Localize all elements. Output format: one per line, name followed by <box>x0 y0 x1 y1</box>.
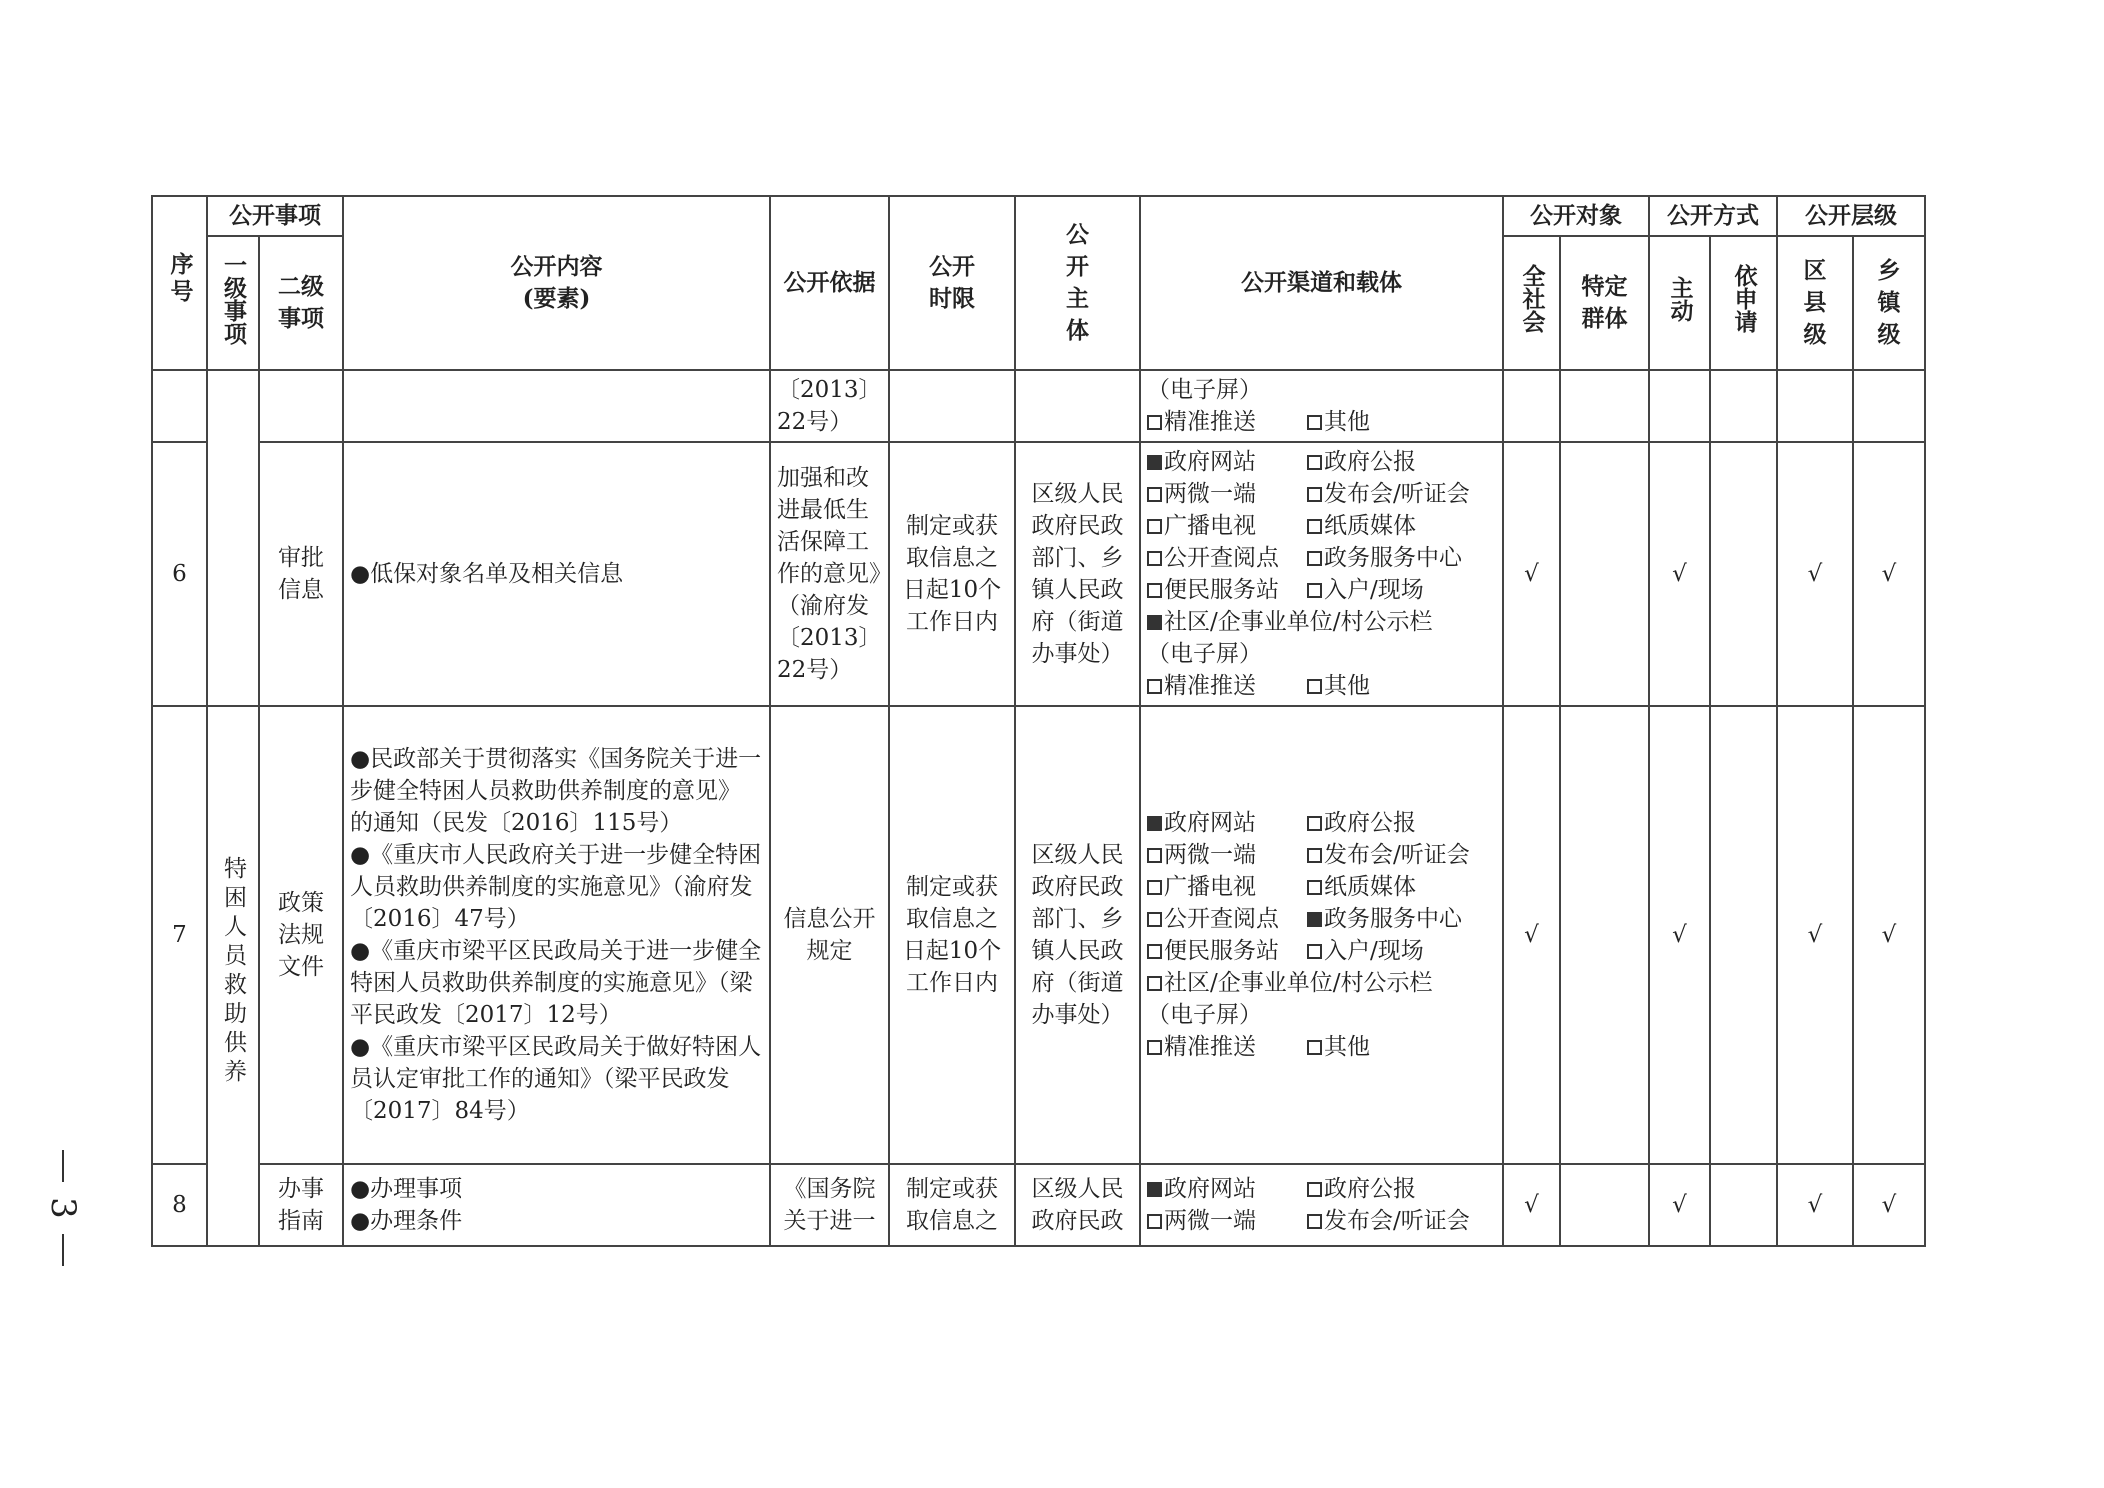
checkbox-icon <box>1147 487 1162 502</box>
checkbox-icon <box>1147 976 1162 991</box>
header-basis: 公开依据 <box>770 196 889 370</box>
channel-item: 政府网站 <box>1147 807 1307 839</box>
header-seq: 序号 <box>152 196 207 370</box>
content-line: ●民政部关于贯彻落实《国务院关于进一步健全特困人员救助供养制度的意见》的通知（民发〔2016〕115号） <box>350 746 762 836</box>
check-cell: √ <box>1649 706 1710 1164</box>
l1-cell: 特困人员救助供养 <box>207 706 259 1246</box>
header-level-town: 乡镇级 <box>1853 236 1925 370</box>
channel-item: 政府网站 <box>1147 1173 1307 1205</box>
subject-cell: 区级人民政府民政部门、乡镇人民政府（街道办事处） <box>1015 706 1140 1164</box>
header-method-apply: 依申请 <box>1710 236 1777 370</box>
channel-screen: （电子屏） <box>1147 641 1262 667</box>
checkbox-icon <box>1147 944 1162 959</box>
table-row <box>152 1164 1925 1246</box>
channel-item: 广播电视 <box>1147 510 1307 542</box>
header-target-all: 全社会 <box>1503 236 1560 370</box>
seq-cell: 7 <box>152 706 207 1164</box>
content-cell <box>343 370 770 442</box>
checkbox-icon <box>1307 415 1322 430</box>
header-subject: 公开主体 <box>1015 196 1140 370</box>
check-cell: √ <box>1853 1164 1925 1246</box>
checkbox-icon <box>1147 615 1162 630</box>
channel-screen: （电子屏） <box>1147 377 1262 403</box>
channel-item: 其他 <box>1307 1031 1467 1063</box>
basis-cell: 《国务院关于进一 <box>770 1164 889 1246</box>
seq-cell: 8 <box>152 1164 207 1246</box>
checkbox-icon <box>1147 1040 1162 1055</box>
channel-item: 纸质媒体 <box>1307 510 1467 542</box>
header-content: 公开内容 (要素) <box>343 196 770 370</box>
disclosure-table <box>151 195 1926 1247</box>
table-row <box>152 370 1925 442</box>
channels-cell <box>1140 442 1503 706</box>
channel-item: 纸质媒体 <box>1307 871 1467 903</box>
channel-item: 公开查阅点 <box>1147 542 1307 574</box>
checkbox-icon <box>1307 912 1322 927</box>
channel-item: 发布会/听证会 <box>1307 1205 1467 1237</box>
channel-item: 精准推送 <box>1147 670 1307 702</box>
check-cell: √ <box>1853 442 1925 706</box>
channels-cell <box>1140 706 1503 1164</box>
channel-item: 便民服务站 <box>1147 574 1307 606</box>
channel-item: 入户/现场 <box>1307 935 1467 967</box>
header-item-group: 公开事项 <box>207 196 343 236</box>
channel-item: 广播电视 <box>1147 871 1307 903</box>
channel-item: 社区/企事业单位/村公示栏 <box>1147 967 1467 999</box>
channels-cell <box>1140 1164 1503 1246</box>
check-cell <box>1710 442 1777 706</box>
checkbox-icon <box>1307 1214 1322 1229</box>
check-cell <box>1710 1164 1777 1246</box>
checkbox-icon <box>1147 880 1162 895</box>
checkbox-icon <box>1147 455 1162 470</box>
channel-item: 其他 <box>1307 406 1467 438</box>
checkbox-icon <box>1307 816 1322 831</box>
l2-cell <box>259 370 343 442</box>
check-cell: √ <box>1777 1164 1853 1246</box>
check-cell <box>1710 706 1777 1164</box>
l2-cell: 政策法规文件 <box>259 706 343 1164</box>
checkbox-icon <box>1147 816 1162 831</box>
checkbox-icon <box>1307 583 1322 598</box>
header-level2: 二级事项 <box>259 236 343 370</box>
channel-item: 政府公报 <box>1307 807 1467 839</box>
checkbox-icon <box>1307 848 1322 863</box>
check-cell <box>1777 370 1853 442</box>
header-method-active: 主动 <box>1649 236 1710 370</box>
checkbox-icon <box>1147 583 1162 598</box>
check-cell <box>1560 706 1649 1164</box>
content-line: ●办理条件 <box>350 1208 463 1234</box>
table-row <box>152 442 1925 706</box>
check-cell: √ <box>1503 706 1560 1164</box>
channel-item: 其他 <box>1307 670 1467 702</box>
channel-item: 两微一端 <box>1147 478 1307 510</box>
checkbox-icon <box>1307 679 1322 694</box>
page-number: 3 <box>48 1150 78 1266</box>
checkbox-icon <box>1147 415 1162 430</box>
checkbox-icon <box>1147 679 1162 694</box>
checkbox-icon <box>1307 455 1322 470</box>
content-cell: ●低保对象名单及相关信息 <box>343 442 770 706</box>
check-cell: √ <box>1853 706 1925 1164</box>
l2-cell: 办事指南 <box>259 1164 343 1246</box>
channel-item: 政务服务中心 <box>1307 903 1467 935</box>
header-target-group: 公开对象 <box>1503 196 1649 236</box>
checkbox-icon <box>1147 1182 1162 1197</box>
channel-screen: （电子屏） <box>1147 1002 1262 1028</box>
page-number-rule <box>62 1150 64 1182</box>
check-cell <box>1710 370 1777 442</box>
channel-item: 发布会/听证会 <box>1307 478 1467 510</box>
basis-cell: 信息公开规定 <box>770 706 889 1164</box>
check-cell <box>1853 370 1925 442</box>
channel-item: 政府公报 <box>1307 1173 1467 1205</box>
header-level-county: 区县级 <box>1777 236 1853 370</box>
time-cell: 制定或获取信息之日起10个工作日内 <box>889 442 1015 706</box>
content-cell <box>343 1164 770 1246</box>
check-cell: √ <box>1649 442 1710 706</box>
channel-item: 政府公报 <box>1307 446 1467 478</box>
channel-item: 社区/企事业单位/村公示栏 <box>1147 606 1467 638</box>
table-row <box>152 706 1925 1164</box>
seq-cell: 6 <box>152 442 207 706</box>
channel-item: 精准推送 <box>1147 406 1307 438</box>
channel-item: 两微一端 <box>1147 1205 1307 1237</box>
page-number-rule <box>62 1234 64 1266</box>
check-cell <box>1649 370 1710 442</box>
content-cell <box>343 706 770 1164</box>
checkbox-icon <box>1307 944 1322 959</box>
channel-item: 入户/现场 <box>1307 574 1467 606</box>
l2-cell: 审批信息 <box>259 442 343 706</box>
checkbox-icon <box>1307 519 1322 534</box>
time-cell: 制定或获取信息之 <box>889 1164 1015 1246</box>
checkbox-icon <box>1307 1182 1322 1197</box>
header-level-group: 公开层级 <box>1777 196 1925 236</box>
subject-cell: 区级人民政府民政部门、乡镇人民政府（街道办事处） <box>1015 442 1140 706</box>
l1-cell <box>207 370 259 706</box>
check-cell <box>1560 1164 1649 1246</box>
checkbox-icon <box>1307 1040 1322 1055</box>
channel-item: 便民服务站 <box>1147 935 1307 967</box>
header-method-group: 公开方式 <box>1649 196 1777 236</box>
check-cell <box>1503 370 1560 442</box>
basis-cell: 加强和改进最低生活保障工作的意见》（渝府发〔2013〕22号） <box>770 442 889 706</box>
seq-cell <box>152 370 207 442</box>
channel-item: 发布会/听证会 <box>1307 839 1467 871</box>
checkbox-icon <box>1147 551 1162 566</box>
channel-item: 精准推送 <box>1147 1031 1307 1063</box>
time-cell: 制定或获取信息之日起10个工作日内 <box>889 706 1015 1164</box>
header-level1: 一级事项 <box>207 236 259 370</box>
checkbox-icon <box>1147 1214 1162 1229</box>
check-cell: √ <box>1649 1164 1710 1246</box>
checkbox-icon <box>1307 487 1322 502</box>
content-line: ●办理事项 <box>350 1176 463 1202</box>
check-cell: √ <box>1777 706 1853 1164</box>
channels-cell <box>1140 370 1503 442</box>
time-cell <box>889 370 1015 442</box>
checkbox-icon <box>1147 912 1162 927</box>
checkbox-icon <box>1147 519 1162 534</box>
header-target-specific: 特定群体 <box>1560 236 1649 370</box>
channel-item: 政府网站 <box>1147 446 1307 478</box>
basis-cell: 〔2013〕22号） <box>770 370 889 442</box>
subject-cell: 区级人民政府民政 <box>1015 1164 1140 1246</box>
check-cell <box>1560 442 1649 706</box>
check-cell: √ <box>1777 442 1853 706</box>
checkbox-icon <box>1147 848 1162 863</box>
checkbox-icon <box>1307 880 1322 895</box>
header-time-limit: 公开时限 <box>889 196 1015 370</box>
check-cell <box>1560 370 1649 442</box>
header-channels: 公开渠道和载体 <box>1140 196 1503 370</box>
channel-item: 政务服务中心 <box>1307 542 1467 574</box>
check-cell: √ <box>1503 1164 1560 1246</box>
check-cell: √ <box>1503 442 1560 706</box>
subject-cell <box>1015 370 1140 442</box>
checkbox-icon <box>1307 551 1322 566</box>
channel-item: 公开查阅点 <box>1147 903 1307 935</box>
content-line: ●《重庆市梁平区民政局关于进一步健全特困人员救助供养制度的实施意见》（梁平民政发〔2017〕12号） <box>350 938 762 1028</box>
content-line: ●《重庆市梁平区民政局关于做好特困人员认定审批工作的通知》（梁平民政发〔2017〕84号） <box>350 1034 762 1124</box>
content-line: ●《重庆市人民政府关于进一步健全特困人员救助供养制度的实施意见》（渝府发〔2016〕47号） <box>350 842 762 932</box>
channel-item: 两微一端 <box>1147 839 1307 871</box>
